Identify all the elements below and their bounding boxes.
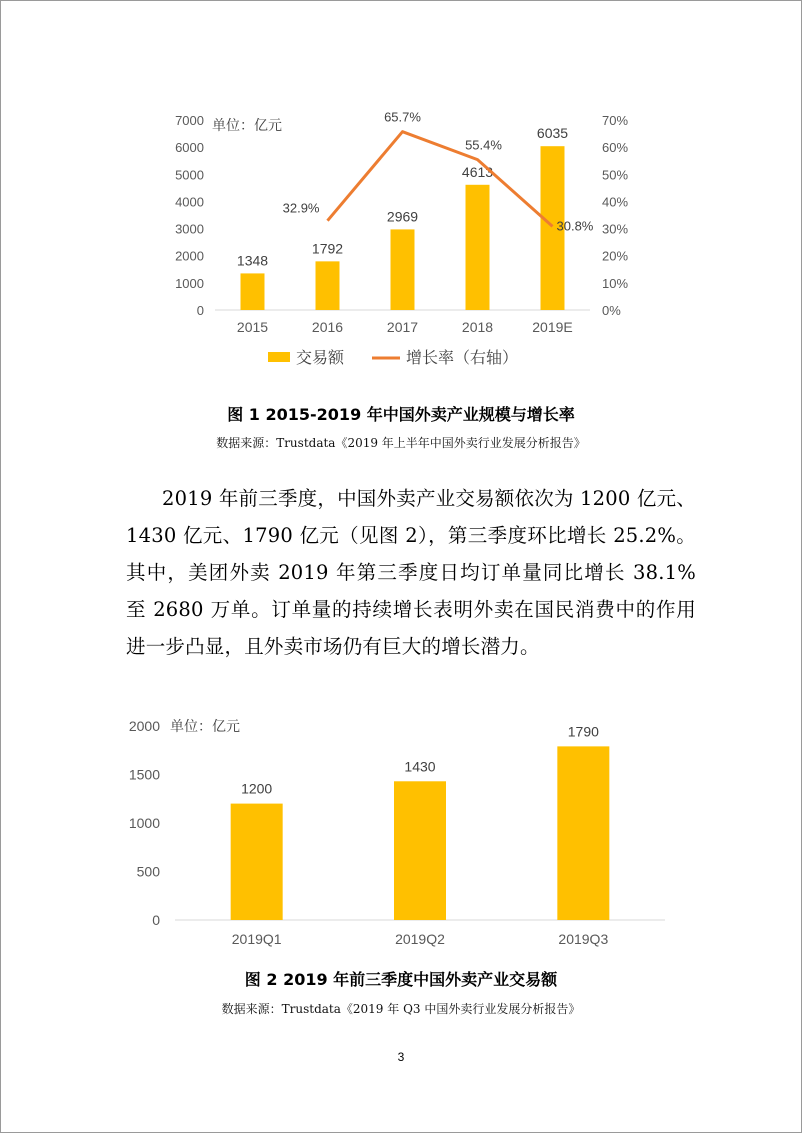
bar-2019Q2	[394, 781, 446, 920]
bar-value-label: 2969	[386, 208, 419, 225]
growth-rate-line	[328, 132, 553, 227]
bar-value-label: 1790	[567, 723, 599, 740]
bar-2017	[391, 229, 415, 310]
x-tick-label: 2016	[311, 319, 344, 335]
y-tick-label: 0	[152, 912, 160, 928]
bar-2019Q3	[557, 746, 609, 920]
chart-quarterly-transaction	[110, 710, 680, 955]
bar-2016	[316, 261, 340, 310]
body-paragraph	[126, 480, 696, 665]
x-tick-label: 2018	[461, 319, 494, 335]
bar-value-label: 1792	[311, 240, 344, 257]
y-right-tick-label: 20%	[602, 248, 629, 264]
y-right-tick-label: 40%	[602, 194, 629, 210]
y-tick-label: 500	[136, 863, 160, 880]
growth-rate-label: 65.7%	[384, 109, 421, 125]
x-tick-label: 2019Q1	[231, 931, 282, 947]
x-tick-label: 2019Q2	[395, 931, 445, 947]
bar-2019Q1	[231, 804, 283, 920]
y-right-tick-label: 60%	[602, 140, 629, 156]
y-left-tick-label: 5000	[175, 167, 204, 183]
bar-value-label: 4613	[461, 163, 494, 180]
x-tick-label: 2019Q3	[558, 931, 609, 947]
y-left-tick-label: 2000	[175, 248, 204, 264]
growth-rate-label: 30.8%	[556, 218, 594, 234]
figure2-source: 数据来源：Trustdata《2019 年 Q3 中国外卖行业发展分析报告》	[221, 1002, 581, 1016]
y-right-tick-label: 10%	[602, 275, 629, 291]
y-left-tick-label: 7000	[175, 113, 204, 128]
bar-value-label: 6035	[536, 125, 569, 142]
unit-label: 单位：亿元	[212, 117, 282, 133]
x-tick-label: 2015	[236, 319, 269, 335]
figure2-caption: 图 2 2019 年前三季度中国外卖产业交易额	[244, 970, 558, 989]
y-tick-label: 1500	[128, 766, 160, 783]
y-left-tick-label: 4000	[175, 194, 204, 210]
bar-value-label: 1200	[241, 780, 273, 797]
y-right-tick-label: 30%	[602, 221, 629, 237]
body-paragraph-text: 2019 年前三季度，中国外卖产业交易额依次为 1200 亿元、1430 亿元、1790 亿元（见图 2），第三季度环比增长 25.2%。其中，美团外卖 2019 年第三季度日均订单量同比增长 38.1% 至 2680 万单。订单量的持续增长表明外卖在国民消费中的作用进一步凸显，且外卖市场仍有巨大的增长潜力。	[126, 487, 696, 658]
unit-label: 单位：亿元	[170, 718, 240, 734]
y-left-tick-label: 0	[196, 303, 204, 318]
legend-bar-label: 交易额	[296, 350, 345, 367]
y-left-tick-label: 6000	[175, 140, 204, 156]
bar-value-label: 1348	[236, 252, 269, 269]
y-right-tick-label: 50%	[602, 167, 629, 183]
figure1-caption: 图 1 2015-2019 年中国外卖产业规模与增长率	[227, 405, 575, 424]
y-left-tick-label: 3000	[175, 221, 204, 237]
growth-rate-label: 32.9%	[282, 200, 320, 216]
page-number: 3	[397, 1050, 405, 1064]
y-right-tick-label: 70%	[602, 113, 629, 128]
growth-rate-label: 55.4%	[465, 137, 502, 153]
figure1-source: 数据来源：Trustdata《2019 年上半年中国外卖行业发展分析报告》	[216, 436, 586, 450]
chart-market-scale-growth	[150, 100, 650, 380]
x-tick-label: 2017	[386, 319, 419, 335]
bar-2015	[241, 273, 265, 310]
y-tick-label: 2000	[128, 718, 160, 734]
y-right-tick-label: 0%	[602, 303, 621, 318]
x-tick-label: 2019E	[532, 319, 573, 335]
legend-bar-swatch	[268, 352, 290, 362]
bar-value-label: 1430	[404, 758, 436, 775]
y-tick-label: 1000	[128, 815, 160, 831]
y-left-tick-label: 1000	[175, 275, 204, 291]
legend-line-label: 增长率（右轴）	[406, 350, 519, 367]
bar-2018	[466, 185, 490, 310]
